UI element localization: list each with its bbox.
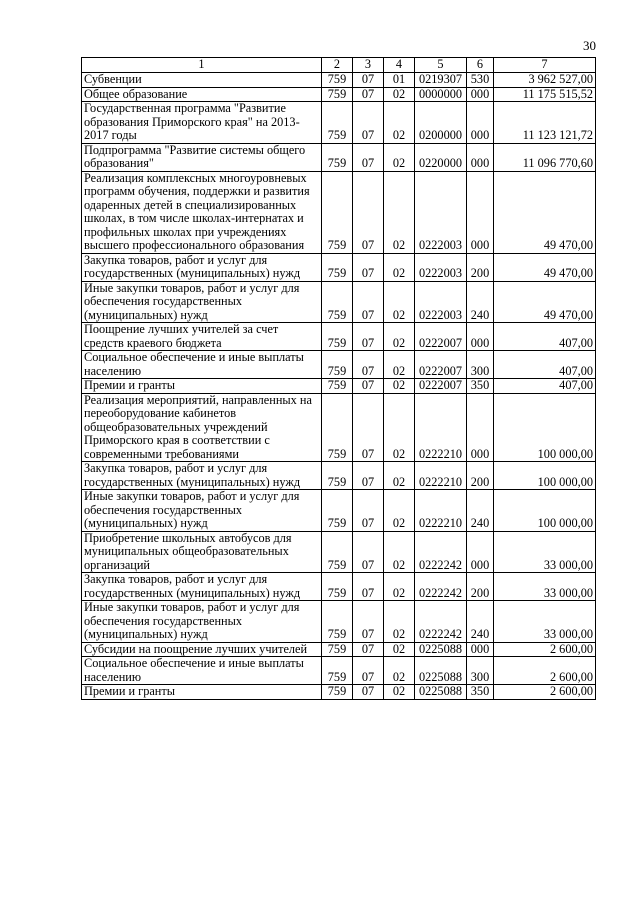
row-code-4: 02: [384, 657, 415, 685]
row-amount: 100 000,00: [494, 490, 596, 532]
row-code-2: 759: [322, 73, 353, 88]
row-code-5: 0225088: [415, 685, 467, 700]
row-name: Реализация мероприятий, направленных на переоборудование кабинетов общеобразовательных учреждений Приморского края в соответствии с современными требованиями: [82, 393, 322, 462]
row-amount: 33 000,00: [494, 531, 596, 573]
row-name: Премии и гранты: [82, 685, 322, 700]
table-row: [82, 462, 596, 490]
row-code-3: 07: [353, 531, 384, 573]
row-code-2: 759: [322, 171, 353, 253]
row-code-2: 759: [322, 253, 353, 281]
row-amount: 3 962 527,00: [494, 73, 596, 88]
row-code-4: 02: [384, 393, 415, 462]
row-code-2: 759: [322, 393, 353, 462]
row-name: Иные закупки товаров, работ и услуг для обеспечения государственных (муниципальных) нужд: [82, 601, 322, 643]
header-col-4: 4: [384, 58, 415, 73]
row-amount: 2 600,00: [494, 657, 596, 685]
table-row: [82, 642, 596, 657]
row-code-2: 759: [322, 323, 353, 351]
row-code-5: 0222210: [415, 393, 467, 462]
row-code-2: 759: [322, 351, 353, 379]
row-code-2: 759: [322, 281, 353, 323]
row-code-4: 02: [384, 171, 415, 253]
row-code-5: 0222210: [415, 490, 467, 532]
table-row: [82, 490, 596, 532]
table-row: [82, 657, 596, 685]
row-code-6: 000: [467, 171, 494, 253]
table-row: [82, 685, 596, 700]
row-code-5: 0000000: [415, 87, 467, 102]
row-code-6: 000: [467, 87, 494, 102]
row-code-4: 02: [384, 490, 415, 532]
table-row: [82, 73, 596, 88]
row-code-5: 0222003: [415, 281, 467, 323]
row-amount: 33 000,00: [494, 573, 596, 601]
row-amount: 2 600,00: [494, 642, 596, 657]
row-code-4: 02: [384, 102, 415, 144]
row-code-5: 0222003: [415, 171, 467, 253]
row-code-3: 07: [353, 642, 384, 657]
header-col-6: 6: [467, 58, 494, 73]
row-code-6: 240: [467, 490, 494, 532]
row-code-6: 530: [467, 73, 494, 88]
row-code-3: 07: [353, 685, 384, 700]
row-code-4: 02: [384, 531, 415, 573]
row-code-5: 0219307: [415, 73, 467, 88]
header-col-3: 3: [353, 58, 384, 73]
row-name: Реализация комплексных многоуровневых программ обучения, поддержки и развития одаренных детей в специализированных школах, в том числе школах-интернатах и профильных школах при учреждениях высшего профессионального образования: [82, 171, 322, 253]
row-code-6: 200: [467, 253, 494, 281]
row-code-4: 02: [384, 379, 415, 394]
row-amount: 49 470,00: [494, 171, 596, 253]
table-row: [82, 102, 596, 144]
row-code-2: 759: [322, 143, 353, 171]
page-number: 30: [583, 38, 596, 53]
row-code-6: 000: [467, 393, 494, 462]
row-code-5: 0222242: [415, 531, 467, 573]
row-code-5: 0220000: [415, 143, 467, 171]
row-name: Закупка товаров, работ и услуг для государственных (муниципальных) нужд: [82, 462, 322, 490]
row-amount: 2 600,00: [494, 685, 596, 700]
row-amount: 33 000,00: [494, 601, 596, 643]
table-row: [82, 171, 596, 253]
row-code-3: 07: [353, 573, 384, 601]
table-row: [82, 351, 596, 379]
row-code-3: 07: [353, 73, 384, 88]
row-name: Государственная программа "Развитие образования Приморского края" на 2013-2017 годы: [82, 102, 322, 144]
header-col-5: 5: [415, 58, 467, 73]
row-code-2: 759: [322, 490, 353, 532]
row-amount: 407,00: [494, 323, 596, 351]
row-code-2: 759: [322, 102, 353, 144]
row-amount: 407,00: [494, 379, 596, 394]
table-row: [82, 143, 596, 171]
row-code-2: 759: [322, 642, 353, 657]
row-amount: 11 175 515,52: [494, 87, 596, 102]
row-code-3: 07: [353, 323, 384, 351]
row-code-2: 759: [322, 573, 353, 601]
table-row: [82, 323, 596, 351]
row-name: Иные закупки товаров, работ и услуг для обеспечения государственных (муниципальных) нужд: [82, 281, 322, 323]
row-name: Общее образование: [82, 87, 322, 102]
row-code-3: 07: [353, 102, 384, 144]
header-col-1: 1: [82, 58, 322, 73]
row-code-3: 07: [353, 379, 384, 394]
row-code-6: 000: [467, 531, 494, 573]
row-amount: 49 470,00: [494, 281, 596, 323]
row-code-5: 0200000: [415, 102, 467, 144]
row-name: Субсидии на поощрение лучших учителей: [82, 642, 322, 657]
header-col-2: 2: [322, 58, 353, 73]
row-amount: 407,00: [494, 351, 596, 379]
row-code-3: 07: [353, 87, 384, 102]
row-name: Социальное обеспечение и иные выплаты населению: [82, 351, 322, 379]
row-name: Поощрение лучших учителей за счет средств краевого бюджета: [82, 323, 322, 351]
row-code-3: 07: [353, 351, 384, 379]
row-code-3: 07: [353, 490, 384, 532]
row-code-4: 02: [384, 323, 415, 351]
row-code-2: 759: [322, 462, 353, 490]
row-code-5: 0222007: [415, 323, 467, 351]
row-code-5: 0222242: [415, 573, 467, 601]
row-code-4: 01: [384, 73, 415, 88]
row-code-3: 07: [353, 253, 384, 281]
row-code-4: 02: [384, 573, 415, 601]
row-code-6: 300: [467, 351, 494, 379]
budget-table: [81, 57, 596, 700]
row-name: Подпрограмма "Развитие системы общего образования": [82, 143, 322, 171]
table-row: [82, 253, 596, 281]
row-code-2: 759: [322, 657, 353, 685]
row-code-4: 02: [384, 462, 415, 490]
table-row: [82, 393, 596, 462]
row-code-2: 759: [322, 379, 353, 394]
row-code-5: 0222003: [415, 253, 467, 281]
row-code-5: 0222242: [415, 601, 467, 643]
table-row: [82, 531, 596, 573]
row-code-3: 07: [353, 393, 384, 462]
row-name: Приобретение школьных автобусов для муниципальных общеобразовательных организаций: [82, 531, 322, 573]
row-amount: 100 000,00: [494, 462, 596, 490]
row-code-2: 759: [322, 685, 353, 700]
row-code-5: 0222210: [415, 462, 467, 490]
table-body: [82, 73, 596, 700]
table-row: [82, 87, 596, 102]
table-row: [82, 601, 596, 643]
row-code-6: 200: [467, 573, 494, 601]
row-code-6: 240: [467, 281, 494, 323]
row-code-5: 0222007: [415, 351, 467, 379]
header-col-7: 7: [494, 58, 596, 73]
table-row: [82, 281, 596, 323]
row-code-5: 0225088: [415, 642, 467, 657]
row-code-4: 02: [384, 143, 415, 171]
row-code-6: 000: [467, 143, 494, 171]
row-name: Социальное обеспечение и иные выплаты населению: [82, 657, 322, 685]
row-code-2: 759: [322, 601, 353, 643]
row-code-2: 759: [322, 87, 353, 102]
header-row: [82, 58, 596, 73]
row-code-4: 02: [384, 351, 415, 379]
row-code-6: 350: [467, 379, 494, 394]
row-amount: 49 470,00: [494, 253, 596, 281]
row-code-6: 240: [467, 601, 494, 643]
table-row: [82, 573, 596, 601]
row-code-3: 07: [353, 281, 384, 323]
row-code-4: 02: [384, 601, 415, 643]
table-row: [82, 379, 596, 394]
row-code-6: 000: [467, 642, 494, 657]
row-amount: 11 096 770,60: [494, 143, 596, 171]
row-name: Субвенции: [82, 73, 322, 88]
row-code-2: 759: [322, 531, 353, 573]
row-amount: 11 123 121,72: [494, 102, 596, 144]
row-code-3: 07: [353, 171, 384, 253]
row-code-5: 0222007: [415, 379, 467, 394]
row-name: Премии и гранты: [82, 379, 322, 394]
row-code-6: 300: [467, 657, 494, 685]
row-code-6: 350: [467, 685, 494, 700]
row-code-4: 02: [384, 642, 415, 657]
row-code-3: 07: [353, 143, 384, 171]
row-code-6: 200: [467, 462, 494, 490]
row-code-3: 07: [353, 462, 384, 490]
row-name: Закупка товаров, работ и услуг для государственных (муниципальных) нужд: [82, 573, 322, 601]
row-amount: 100 000,00: [494, 393, 596, 462]
row-name: Иные закупки товаров, работ и услуг для обеспечения государственных (муниципальных) нужд: [82, 490, 322, 532]
row-code-6: 000: [467, 102, 494, 144]
row-code-4: 02: [384, 253, 415, 281]
row-code-6: 000: [467, 323, 494, 351]
row-name: Закупка товаров, работ и услуг для государственных (муниципальных) нужд: [82, 253, 322, 281]
row-code-4: 02: [384, 685, 415, 700]
row-code-3: 07: [353, 657, 384, 685]
row-code-4: 02: [384, 281, 415, 323]
row-code-5: 0225088: [415, 657, 467, 685]
row-code-4: 02: [384, 87, 415, 102]
row-code-3: 07: [353, 601, 384, 643]
